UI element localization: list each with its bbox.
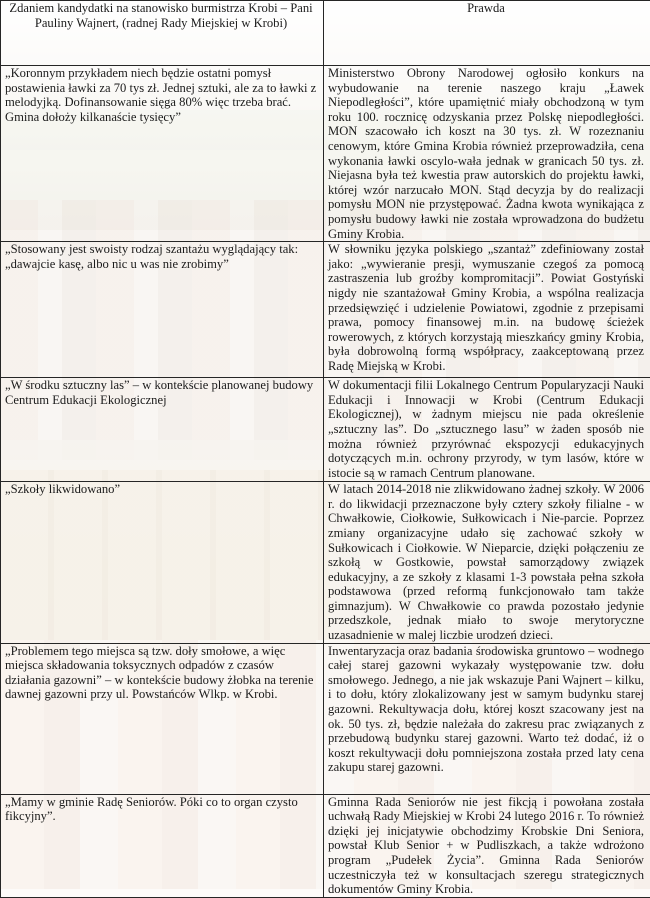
claim-cell: „Koronnym przykładem niech będzie ostatni pomysł postawienia ławki za 70 tys zł. Jednej sztuki, ale za to ławki z melodyjką. Dofinansowanie sięga 80% więc trzeba brać. Gmina dołoży kilkanaście tysięcy” [1, 66, 324, 242]
table-row [1, 643, 650, 794]
claim-cell: „Szkoły likwidowano” [1, 482, 324, 644]
claim-cell: „W środku sztuczny las” – w kontekście planowanej budowy Centrum Edukacji Ekologicznej [1, 378, 324, 482]
table-row [1, 242, 650, 378]
table-row [1, 482, 650, 644]
fact-cell: Ministerstwo Obrony Narodowej ogłosiło konkurs na wybudowanie na terenie naszego kraju „Ławek Niepodległości”, które upamiętnić miały obchodzoną w tym roku 100. rocznicę odzyskania przez Polskę niepodległości. MON szacowało ich koszt na 30 tys. zł. W rozeznaniu cenowym, które Gmina Krobia również przeprowadziła, cena wykonania ławki oscylo-wała jednak w granicach 50 tys. zł. Niejasna była też kwestia praw autorskich do projektu ławki, której wzór narzucało MON. Stąd decyzja by do realizacji pomysłu MON nie przystępować. Żadna kwota wynikająca z pomysłu budowy ławki nie została wprowadzona do budżetu Gminy Krobia. [324, 66, 650, 242]
fact-cell: W latach 2014-2018 nie zlikwidowano żadnej szkoły. W 2006 r. do likwidacji przeznaczone były cztery szkoły filialne - w Chwałkowie, Ciołkowie, Sułkowicach i Nie-parcie. Poprzez zmiany organizacyjne udało się zachować szkoły w Sułkowicach i Ciołkowie. W Nieparcie, dzięki połączeniu ze szkołą w Gostkowie, powstał samorządowy związek edukacyjny, a ze szkoły z klasami 1-3 powstała pełna szkoła podstawowa (przed reformą funkcjonowało tam także gimnazjum). W Chwałkowie co prawda pozostało jedynie przedszkole, jednak miało to swoje merytoryczne uzasadnienie w malej liczbie urodzeń dzieci. [324, 482, 650, 644]
fact-cell: W dokumentacji filii Lokalnego Centrum Popularyzacji Nauki Edukacji i Innowacji w Krobi (Centrum Edukacji Ekologicznej), w żadnym miejscu nie pada określenie „sztuczny las”. Do „sztucznego lasu” w żaden sposób nie można również przyrównać ekspozycji edukacyjnych dotyczących m.in. ochrony przyrody, w tym lasów, które w istocie są w ramach Centrum planowane. [324, 378, 650, 482]
claim-cell: „Problemem tego miejsca są tzw. doły smołowe, a więc miejsca składowania toksycznych odpadów z czasów działania gazowni” – w kontekście budowy żłobka na terenie dawnej gazowni przy ul. Powstańców Wlkp. w Krobi. [1, 643, 324, 794]
table-row [1, 66, 650, 242]
table-row [1, 378, 650, 482]
claim-cell: „Stosowany jest swoisty rodzaj szantażu wyglądający tak: „dawajcie kasę, albo nic u was nie zrobimy” [1, 242, 324, 378]
claim-cell: „Mamy w gminie Radę Seniorów. Póki co to organ czysto fikcyjny”. [1, 794, 324, 897]
fact-cell: Gminna Rada Seniorów nie jest fikcją i powołana została uchwałą Rady Miejskiej w Krobi 24 lutego 2016 r. To również dzięki jej inicjatywie obchodzimy Krobskie Dni Seniora, powstał Klub Senior + w Pudliszkach, a także wdrożono program „Pudełek Życia”. Gminna Rada Seniorów uczestniczyła też w konsultacjach szeregu strategicznych dokumentów Gminy Krobia. [324, 794, 650, 897]
header-claims: Zdaniem kandydatki na stanowisko burmistrza Krobi – Pani Pauliny Wajnert, (radnej Rady Miejskiej w Krobi) [1, 1, 324, 66]
fact-cell: Inwentaryzacja oraz badania środowiska gruntowo – wodnego całej starej gazowni wykazały występowanie tzw. dołu smołowego. Jednego, a nie jak wskazuje Pani Wajnert – kilku, i to dołu, który zlokalizowany jest w samym budynku starej gazowni. Rekultywacja dołu, której koszt szacowany jest na ok. 50 tys. zł, będzie należała do zakresu prac związanych z przebudową budynku starej gazowni. Warto też dodać, iż o koszt rekultywacji dołu pomniejszona została przed laty cena zakupu starej gazowni. [324, 643, 650, 794]
header-truth: Prawda [324, 1, 650, 66]
table-row [1, 794, 650, 897]
table-header-row [1, 1, 650, 66]
fact-cell: W słowniku języka polskiego „szantaż” zdefiniowany został jako: „wywieranie presji, wymuszanie czegoś za pomocą zastraszenia lub groźby kompromitacji”. Powiat Gostyński nigdy nie szantażował Gminy Krobia, a wspólna realizacja przedsięwzięć i udzielenie Powiatowi, zgodnie z przepisami prawa, pomocy finansowej m.in. na budowę ścieżek rowerowych, z których korzystają mieszkańcy gminy Krobia, była dobrowolną formą współpracy, zaakceptowaną przez Radę Miejską w Krobi. [324, 242, 650, 378]
